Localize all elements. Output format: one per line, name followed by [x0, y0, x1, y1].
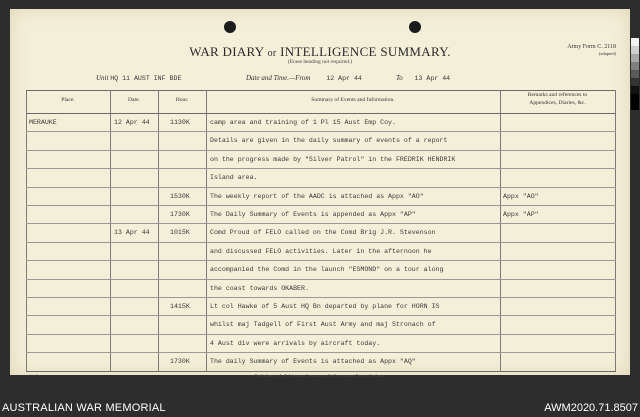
punch-hole: [409, 21, 421, 33]
printer-credit: By Authority : L. F. Johnston, Commonwealth Government Printer, Canberra.: [254, 373, 386, 378]
col-header-hour: Hour.: [175, 97, 189, 103]
form-code-text: Army Form C. 2118: [567, 44, 616, 50]
date-field: [246, 74, 362, 82]
cell-summary: Island area.: [210, 174, 258, 182]
colour-scale-strip: [631, 38, 639, 110]
unit-field: [96, 74, 181, 82]
cell-remarks: Appx "AP": [503, 211, 539, 218]
row-rule: [26, 131, 616, 132]
cell-summary: 4 Aust div were arrivals by aircraft today.: [210, 339, 381, 347]
to-label: To: [396, 74, 403, 82]
title-war-diary: WAR DIARY: [189, 44, 264, 59]
cell-summary: The weekly report of the AADC is attached as Appx "AO": [210, 192, 424, 200]
title-intelligence-summary: INTELLIGENCE SUMMARY.: [280, 44, 451, 59]
unit-label: Unit: [96, 74, 109, 82]
date-label: Date and Time.—From: [246, 74, 311, 82]
row-rule: [26, 315, 616, 316]
header-rule-bottom: [26, 113, 616, 114]
army-form-code: [567, 44, 616, 57]
cell-hour: 1130K: [170, 119, 190, 126]
cell-hour: 1530K: [170, 192, 190, 200]
from-date-value: 12 Apr 44: [326, 75, 362, 82]
row-rule: [26, 150, 616, 151]
row-rule: [26, 168, 616, 169]
institution-label: AUSTRALIAN WAR MEMORIAL: [2, 402, 166, 414]
cell-summary: The daily Summary of Events is attached as Appx "AQ": [210, 358, 416, 366]
cell-summary: the coast towards OKABER.: [210, 284, 309, 292]
form-number: S.: [36, 373, 40, 378]
cell-remarks: Appx "AO": [503, 192, 539, 200]
to-field: [396, 74, 450, 82]
cell-summary: Details are given in the daily summary of events of a report: [210, 137, 448, 145]
cell-hour: 1015K: [170, 229, 190, 237]
cell-summary: Lt col Hawke of 5 Aust HQ Bn departed by plane for HORN IS: [210, 303, 440, 310]
row-rule: [26, 242, 616, 243]
cell-hour: 1730K: [170, 211, 190, 218]
erase-note: (Erase heading not required.): [287, 59, 353, 65]
to-date-value: 13 Apr 44: [414, 75, 451, 82]
cell-summary: The Daily Summary of Events is appended as Appx "AP": [210, 211, 416, 218]
cell-summary: whilst maj Tadgell of First Aust Army and maj Stronach of: [210, 321, 436, 329]
col-header-date: Date.: [128, 97, 140, 103]
cell-hour: 1415K: [170, 303, 190, 310]
row-rule: [26, 279, 616, 280]
cell-summary: accompanied the Comd in the launch "ESMOND" on a tour along: [210, 266, 444, 274]
col-header-summary: Summary of Events and Information.: [311, 97, 395, 103]
cell-summary: and discussed FELO activities. Later in the afternoon he: [210, 247, 432, 255]
header-rule-top: [26, 90, 616, 91]
form-title: [10, 44, 630, 60]
row-rule: [26, 187, 616, 188]
cell-summary: Comd Proud of FELO called on the Comd Brig J.R. Stevenson: [210, 229, 436, 237]
form-code-sub: (adapted): [599, 51, 616, 57]
punch-hole: [224, 21, 236, 33]
record-id: AWM2020.71.8507: [544, 402, 638, 414]
unit-value: HQ 11 AUST INF BDE: [110, 75, 182, 82]
row-rule: [26, 352, 616, 353]
cell-place: MERAUKE: [29, 119, 57, 126]
col-header-remarks: [500, 92, 615, 107]
cell-date: 13 Apr 44: [114, 229, 150, 237]
row-rule: [26, 260, 616, 261]
diary-sheet: [10, 9, 630, 378]
row-rule: [26, 223, 616, 224]
col-header-place: Place.: [61, 97, 75, 103]
cell-hour: 1730K: [170, 358, 190, 366]
title-or: or: [267, 48, 277, 59]
remarks-header-line1: Remarks and references to: [527, 92, 588, 98]
row-rule: [26, 205, 616, 206]
bottom-rule: [26, 371, 616, 372]
remarks-header-line2: Appendices, Diaries, &c.: [529, 99, 586, 106]
cell-summary: on the progress made by "Silver Patrol" in the FREDRIK HENDRIK: [210, 155, 456, 163]
row-rule: [26, 334, 616, 335]
row-rule: [26, 297, 616, 298]
cell-date: 12 Apr 44: [114, 119, 150, 126]
cell-summary: camp area and training of 1 Pl 15 Aust Emp Coy.: [210, 119, 396, 126]
